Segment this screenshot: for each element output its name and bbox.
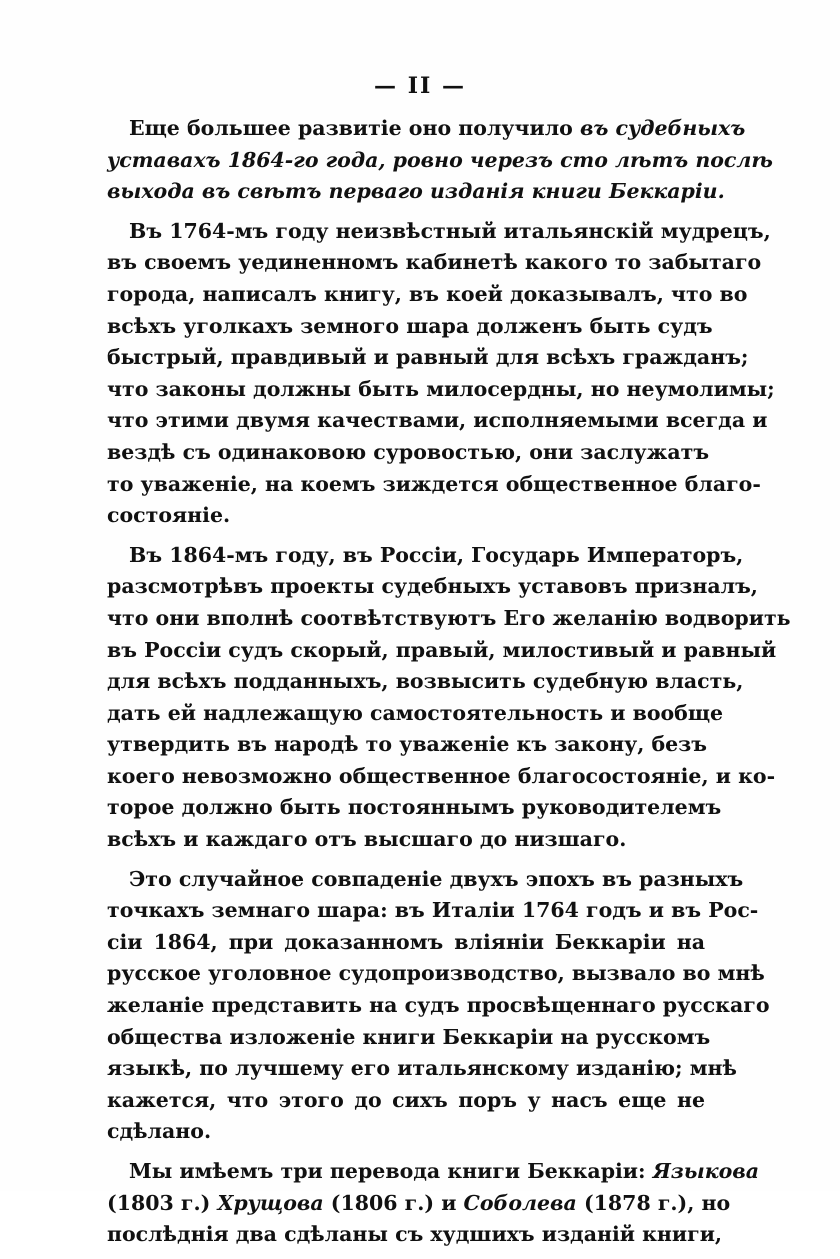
paragraph: [107, 113, 773, 208]
text-run: Это случайное совпаденіе двухъ эпохъ въ разныхъ: [129, 866, 744, 891]
text-run: дать ей надлежащую самостоятельность и вообще: [107, 700, 724, 725]
italic-text: уставахъ 1864-го года, ровно черезъ сто лѣтъ послѣ: [107, 147, 773, 172]
text-run: быстрый, правдивый и равный для всѣхъ гражданъ;: [107, 345, 749, 370]
text-run: послѣднія два сдѣланы съ худшихъ изданій книги,: [107, 1222, 723, 1247]
paragraph: [107, 216, 775, 532]
text-line: [107, 540, 744, 572]
text-line: [107, 895, 759, 927]
text-run: Въ 1764-мъ году неизвѣстный итальянскій мудрецъ,: [129, 218, 771, 243]
text-run: русское уголовное судопроизводство, вызвало во мнѣ: [107, 961, 765, 986]
text-line: [107, 247, 762, 279]
italic-text: выхода въ свѣтъ перваго изданія книги Беккаріи.: [107, 179, 725, 204]
italic-text: Языкова: [652, 1159, 760, 1183]
page-number: — II —: [374, 73, 466, 99]
text-run: что они вполнѣ соотвѣтствуютъ Его желанію водворить: [107, 605, 791, 630]
text-line: [107, 792, 722, 824]
text-run: всѣхъ уголкахъ земного шара долженъ быть судъ: [107, 313, 713, 338]
text-line: [107, 729, 705, 761]
text-run: кажется, что этого до сихъ поръ у насъ еще не: [107, 1087, 705, 1112]
text-run: вездѣ съ одинаковою суровостью, они заслужатъ: [107, 439, 710, 464]
text-line: [107, 311, 713, 343]
text-line: [107, 437, 710, 469]
text-line: [107, 1219, 723, 1251]
text-line: [107, 571, 758, 603]
text-line: [107, 469, 761, 501]
text-line: [107, 1022, 711, 1054]
text-run: Мы имѣемъ три перевода книги Беккаріи:: [129, 1159, 653, 1183]
text-line: [107, 216, 771, 248]
text-line: [107, 761, 776, 793]
text-body: [107, 113, 791, 1259]
text-line: [107, 113, 746, 145]
text-run: что этими двумя качествами, исполняемыми всегда и: [107, 408, 768, 433]
italic-text: Хрущова: [217, 1190, 324, 1215]
text-run: что законы должны быть милосердны, но неумолимы;: [107, 376, 775, 401]
text-line: [107, 176, 725, 208]
text-line: [107, 698, 724, 730]
text-run: коего невозможно общественное благосостояніе, и ко-: [107, 763, 776, 788]
text-line: [107, 1188, 731, 1220]
italic-text: въ судебныхъ: [580, 116, 746, 140]
text-run: сдѣлано.: [107, 1119, 212, 1144]
text-run: общества изложеніе книги Беккаріи на русскомъ: [107, 1024, 711, 1049]
italic-text: Соболева: [463, 1190, 577, 1215]
text-line: [107, 405, 768, 437]
text-run: (1803 г.): [107, 1190, 218, 1215]
text-line: [107, 824, 705, 856]
text-line: [107, 990, 770, 1022]
text-line: [107, 635, 777, 667]
text-run: въ своемъ уединенномъ кабинетѣ какого то забытаго: [107, 250, 762, 275]
text-run: разсмотрѣвъ проекты судебныхъ уставовъ призналъ,: [107, 574, 758, 599]
text-run: въ Россіи судъ скорый, правый, милостивый и равный: [107, 637, 777, 662]
text-line: [107, 145, 773, 177]
text-line: [107, 500, 705, 532]
text-run: торое должно быть постояннымъ руководителемъ: [107, 795, 722, 820]
text-run: Еще большее развитіе оно получило: [129, 116, 580, 140]
text-run: желаніе представить на судъ просвѣщеннаго русскаго: [107, 993, 770, 1018]
text-line: [107, 1085, 705, 1117]
text-line: [107, 1116, 705, 1148]
text-run: то уваженіе, на коемъ зиждется общественное благо-: [107, 471, 761, 496]
text-line: [107, 958, 765, 990]
text-run: для всѣхъ подданныхъ, возвысить судебную власть,: [107, 669, 744, 694]
paragraph: [107, 540, 791, 856]
text-run: точкахъ земнаго шара: въ Италіи 1764 годъ и въ Рос-: [107, 898, 759, 923]
paragraph: [107, 1156, 760, 1251]
text-run: города, написалъ книгу, въ коей доказывалъ, что во: [107, 281, 748, 306]
text-line: [107, 1053, 737, 1085]
text-line: [107, 342, 749, 374]
text-run: Въ 1864-мъ году, въ Россіи, Государь Императоръ,: [129, 542, 744, 567]
text-line: [107, 603, 791, 635]
text-run: (1878 г.), но: [576, 1190, 731, 1215]
text-line: [107, 279, 748, 311]
text-line: [107, 666, 744, 698]
text-line: [107, 927, 705, 959]
text-line: [107, 374, 775, 406]
text-run: состояніе.: [107, 503, 231, 528]
text-line: [107, 1156, 760, 1188]
text-run: сіи 1864, при доказанномъ вліяніи Беккаріи на: [107, 929, 705, 954]
paragraph: [107, 864, 770, 1148]
text-run: языкѣ, по лучшему его итальянскому изданію; мнѣ: [107, 1056, 737, 1081]
text-run: всѣхъ и каждаго отъ высшаго до низшаго.: [107, 827, 627, 852]
text-run: утвердить въ народѣ то уваженіе къ закону, безъ: [107, 732, 707, 757]
text-run: (1806 г.) и: [323, 1190, 464, 1215]
text-line: [107, 864, 744, 896]
